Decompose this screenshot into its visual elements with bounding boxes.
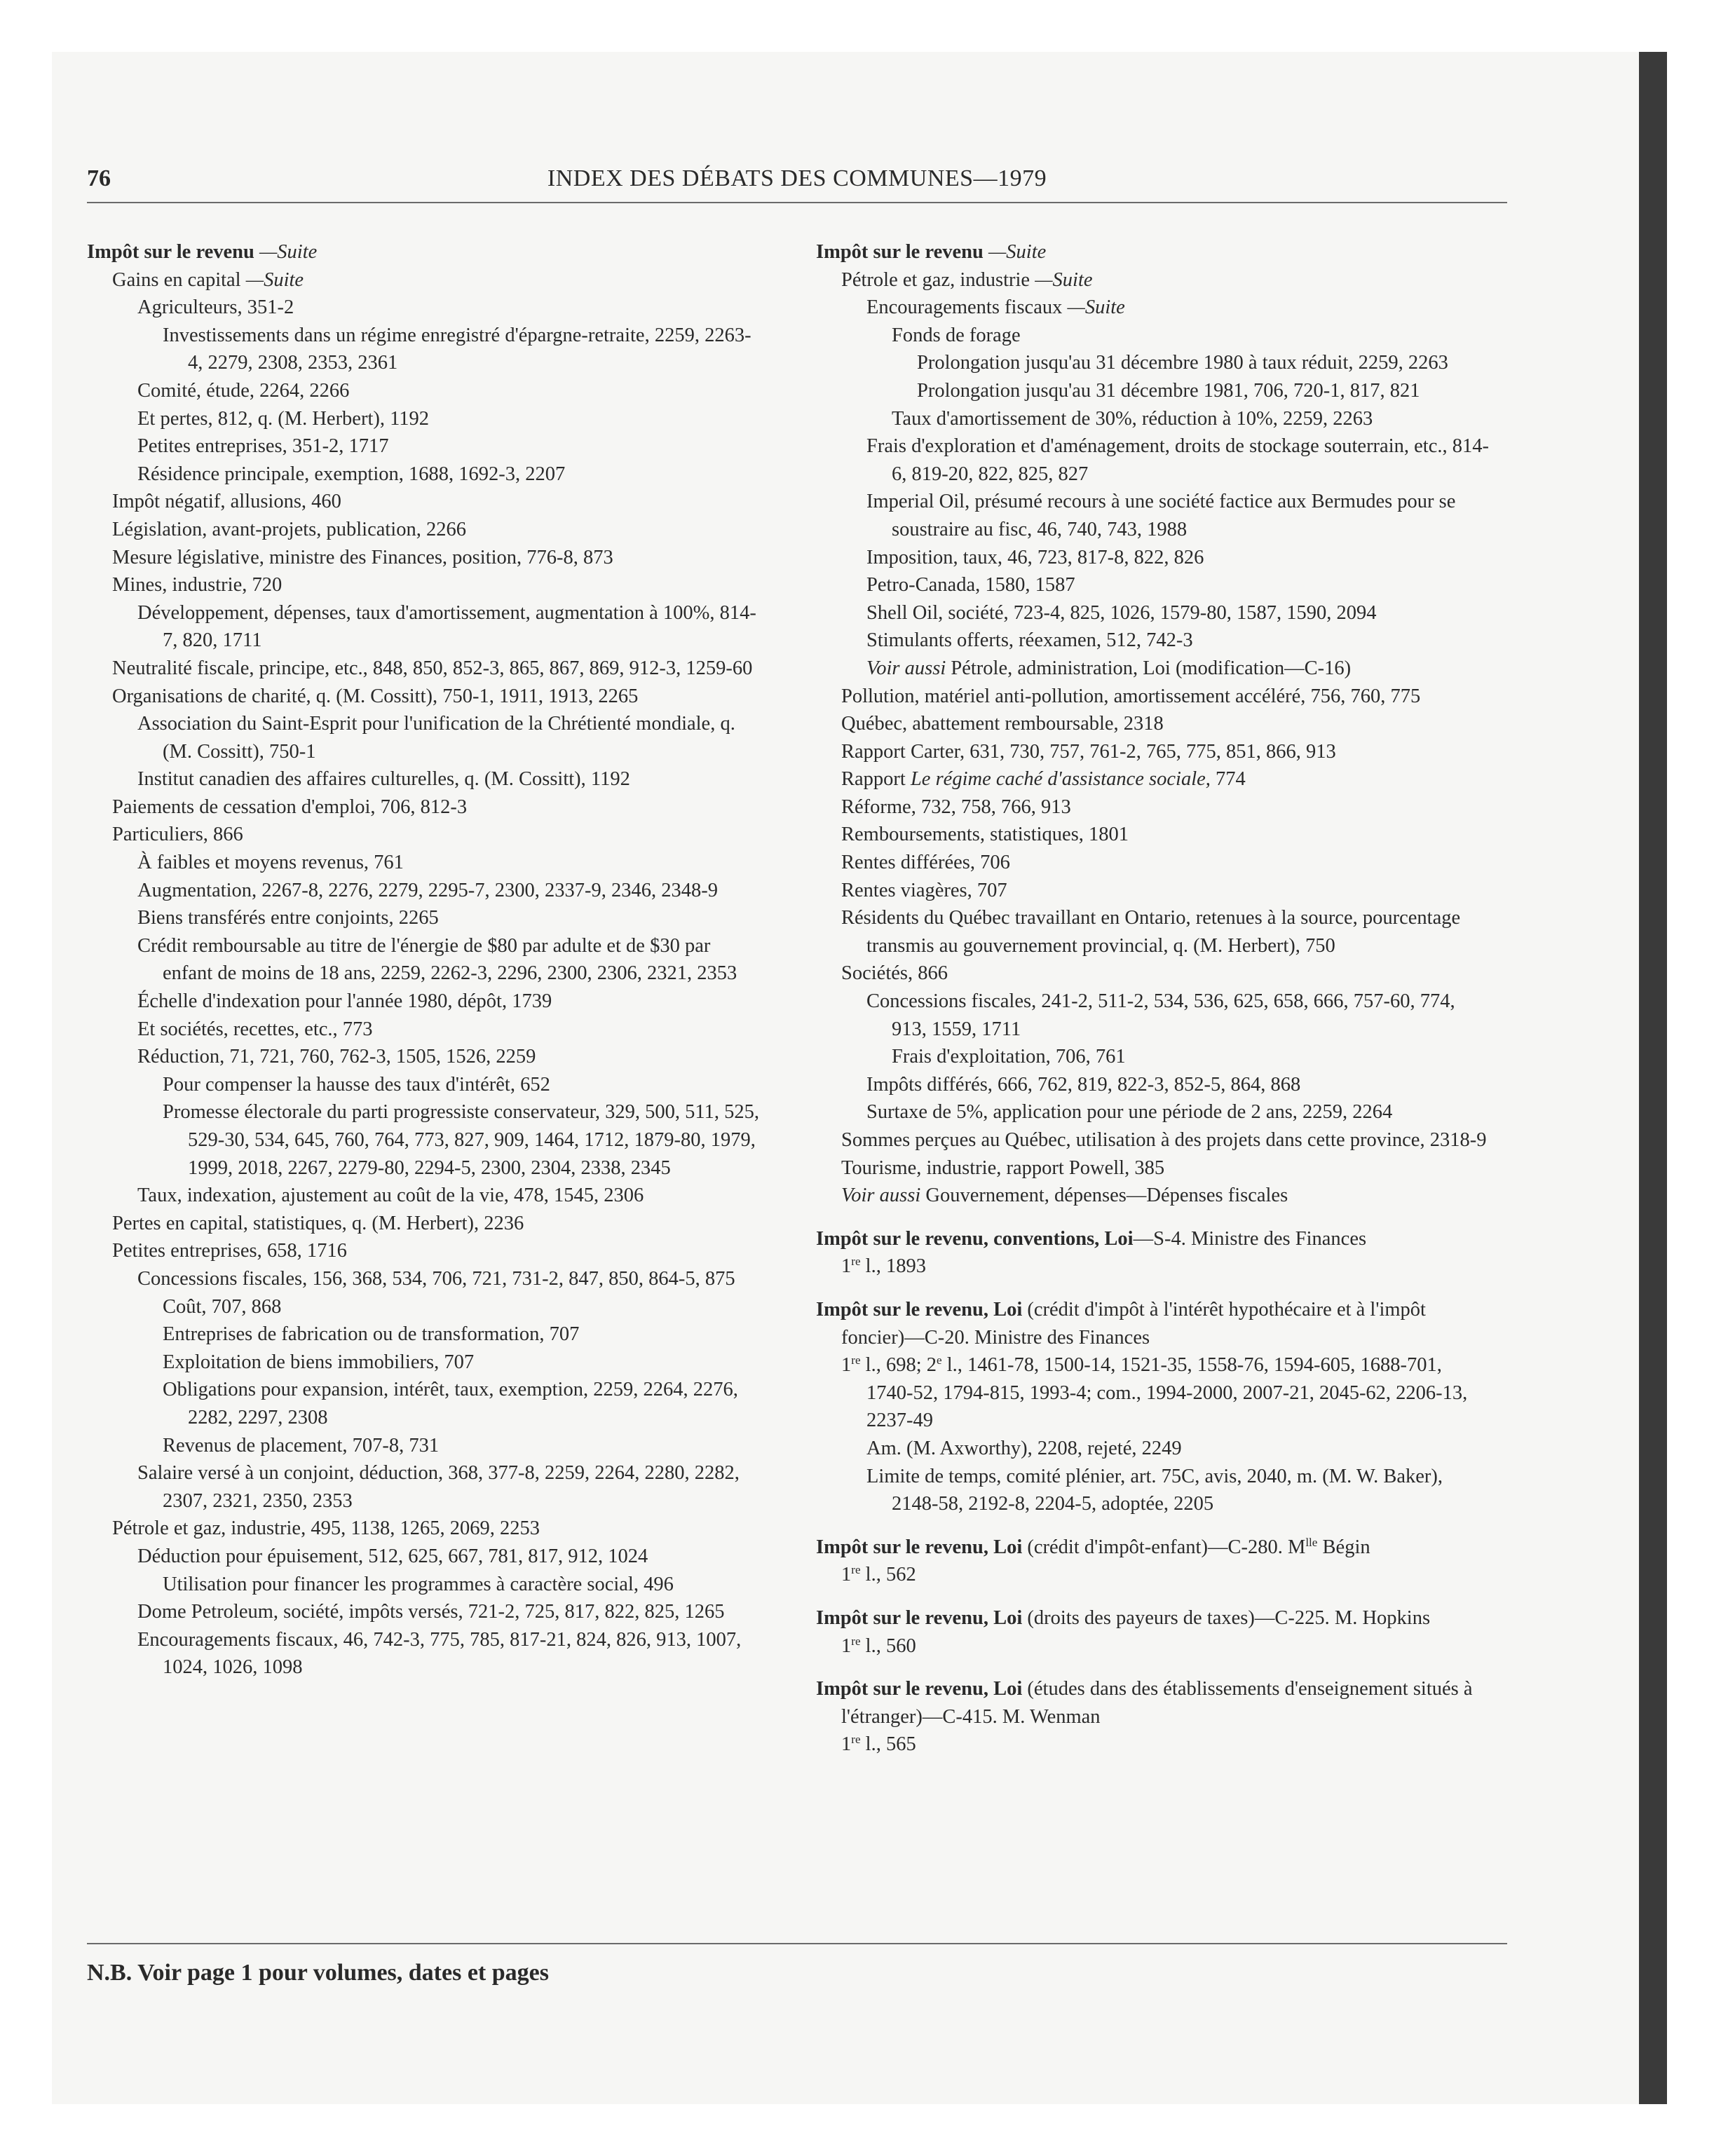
index-entry: Rentes viagères, 707 (841, 879, 1007, 901)
index-entry: Petro-Canada, 1580, 1587 (866, 574, 1075, 596)
index-entry: Limite de temps, comité plénier, art. 75C, avis, 2040, m. (M. W. Baker), 2148-58, 2192-8, 2204-5, adoptée, 2205 (866, 1465, 1443, 1515)
index-heading: Impôt sur le revenu, Loi (crédit d'impôt-enfant)—C-280. $M^{lle}$ Bégin (816, 1535, 1370, 1558)
index-entry: Investissements dans un régime enregistré d'épargne-retraite, 2259, 2263-4, 2279, 2308, 2353, 2361 (163, 324, 751, 374)
running-head (87, 165, 1507, 200)
index-entry: Augmentation, 2267-8, 2276, 2279, 2295-7, 2300, 2337-9, 2346, 2348-9 (137, 879, 719, 901)
index-entry: 1re l., 698; 2e l., 1461-78, 1500-14, 1521-35, 1558-76, 1594-605, 1688-701, 1740-52, 1794-815, 1993-4; com., 1994-2000, 2007-21, 2045-62, 2206-13, 2237-49 (841, 1353, 1468, 1432)
index-entry: Concessions fiscales, 156, 368, 534, 706, 721, 731-2, 847, 850, 864-5, 875 (137, 1267, 735, 1290)
index-entry: Encouragements fiscaux, 46, 742-3, 775, 785, 817-21, 824, 826, 913, 1007, 1024, 1026, 1098 (137, 1628, 742, 1679)
index-entry: Impôt sur le revenu —Suite (816, 241, 1047, 263)
index-entry: Pour compenser la hausse des taux d'intérêt, 652 (163, 1073, 550, 1096)
index-entry: Institut canadien des affaires culturelles, q. (M. Cossitt), 1192 (137, 768, 630, 791)
page-title: INDEX DES DÉBATS DES COMMUNES—1979 (547, 165, 1047, 191)
index-entry: Promesse électorale du parti progressiste conservateur, 329, 500, 511, 525, 529-30, 534, 645, 760, 764, 773, 827, 909, 1464, 1712, 1879-80, 1979, 1999, 2018, 2267, 2279-80, 2294-5, 2300, 2304, 2338, 2345 (163, 1101, 759, 1179)
index-entry: Utilisation pour financer les programmes à caractère social, 496 (163, 1573, 674, 1595)
index-entry: 1re l., 565 (841, 1733, 916, 1756)
header-rule (87, 202, 1507, 203)
index-entry: Pétrole et gaz, industrie, 495, 1138, 1265, 2069, 2253 (112, 1517, 540, 1540)
index-entry: Particuliers, 866 (112, 824, 243, 846)
index-entry: Am. (M. Axworthy), 2208, rejeté, 2249 (866, 1437, 1182, 1459)
index-entry: Taux, indexation, ajustement au coût de la vie, 478, 1545, 2306 (137, 1185, 644, 1207)
index-entry: Neutralité fiscale, principe, etc., 848, 850, 852-3, 865, 867, 869, 912-3, 1259-60 (112, 657, 753, 679)
index-entry: Exploitation de biens immobiliers, 707 (163, 1351, 475, 1373)
index-entry: Voir aussi Gouvernement, dépenses—Dépenses fiscales (841, 1185, 1288, 1207)
index-entry: Législation, avant-projets, publication, 2266 (112, 518, 466, 540)
index-entry: Prolongation jusqu'au 31 décembre 1981, 706, 720-1, 817, 821 (917, 379, 1420, 402)
index-entry: Résidents du Québec travaillant en Ontario, retenues à la source, pourcentage transmis au gouvernement provincial, q. (M. Herbert), 750 (841, 907, 1461, 957)
index-entry: Sommes perçues au Québec, utilisation à des projets dans cette province, 2318-9 (841, 1129, 1487, 1151)
index-entry: Revenus de placement, 707-8, 731 (163, 1434, 440, 1456)
index-entry: Organisations de charité, q. (M. Cossitt), 750-1, 1911, 1913, 2265 (112, 685, 639, 707)
index-heading: Impôt sur le revenu, Loi (études dans des établissements d'enseignement situés à l'étranger)—C-415. M. Wenman (816, 1678, 1473, 1728)
index-entry: Et sociétés, recettes, etc., 773 (137, 1018, 373, 1040)
index-entry: Prolongation jusqu'au 31 décembre 1980 à taux réduit, 2259, 2263 (917, 352, 1448, 374)
index-entry: Pertes en capital, statistiques, q. (M. Herbert), 2236 (112, 1212, 524, 1234)
index-entry: Coût, 707, 868 (163, 1295, 282, 1318)
index-entry: Imperial Oil, présumé recours à une société factice aux Bermudes pour se soustraire au fisc, 46, 740, 743, 1988 (866, 491, 1456, 540)
index-entry: Dome Petroleum, société, impôts versés, 721-2, 725, 817, 822, 825, 1265 (137, 1601, 725, 1623)
index-entry: Encouragements fiscaux —Suite (866, 296, 1125, 319)
index-entry: Mines, industrie, 720 (112, 574, 283, 596)
index-entry: 1re l., 560 (841, 1634, 916, 1657)
index-entry: Surtaxe de 5%, application pour une période de 2 ans, 2259, 2264 (866, 1101, 1393, 1124)
index-entry: Échelle d'indexation pour l'année 1980, dépôt, 1739 (137, 990, 552, 1013)
index-entry: Impôts différés, 666, 762, 819, 822-3, 852-5, 864, 868 (866, 1073, 1301, 1096)
index-entry: Association du Saint-Esprit pour l'unification de la Chrétienté mondiale, q. (M. Cossitt), 750-1 (137, 713, 735, 763)
page-number: 76 (87, 165, 111, 191)
index-entry: Développement, dépenses, taux d'amortissement, augmentation à 100%, 814-7, 820, 1711 (137, 601, 756, 652)
index-entry: Salaire versé à un conjoint, déduction, 368, 377-8, 2259, 2264, 2280, 2282, 2307, 2321, 2350, 2353 (137, 1462, 740, 1512)
index-entry: Pollution, matériel anti-pollution, amortissement accéléré, 756, 760, 775 (841, 685, 1421, 707)
footer-rule (87, 1943, 1507, 1944)
index-entry: Et pertes, 812, q. (M. Herbert), 1192 (137, 407, 430, 430)
index-entry: Crédit remboursable au titre de l'énergie de $80 par adulte et de $30 par enfant de moins de 18 ans, 2259, 2262-3, 2296, 2300, 2306, 2321, 2353 (137, 934, 737, 985)
index-entry: Impôt négatif, allusions, 460 (112, 491, 341, 513)
index-entry: Concessions fiscales, 241-2, 511-2, 534, 536, 625, 658, 666, 757-60, 774, 913, 1559, 1711 (866, 990, 1455, 1040)
left-column (87, 238, 760, 1681)
index-heading: Impôt sur le revenu, conventions, Loi—S-4. Ministre des Finances (816, 1227, 1367, 1250)
index-entry: Sociétés, 866 (841, 962, 948, 985)
index-entry: Rapport Carter, 631, 730, 757, 761-2, 765, 775, 851, 866, 913 (841, 740, 1336, 763)
scan-edge-shadow (1639, 52, 1667, 2104)
index-entry: Impôt sur le revenu —Suite (87, 241, 318, 263)
index-heading: Impôt sur le revenu, Loi (droits des payeurs de taxes)—C-225. M. Hopkins (816, 1606, 1431, 1629)
index-entry: Pétrole et gaz, industrie —Suite (841, 268, 1093, 291)
index-entry: Tourisme, industrie, rapport Powell, 385 (841, 1157, 1165, 1179)
index-entry: Gains en capital —Suite (112, 268, 304, 291)
index-entry: 1re l., 1893 (841, 1255, 926, 1278)
index-entry: À faibles et moyens revenus, 761 (137, 852, 404, 874)
index-entry: Petites entreprises, 658, 1716 (112, 1240, 347, 1262)
index-entry: Entreprises de fabrication ou de transformation, 707 (163, 1323, 580, 1346)
index-entry: Remboursements, statistiques, 1801 (841, 824, 1129, 846)
index-entry: Déduction pour épuisement, 512, 625, 667, 781, 817, 912, 1024 (137, 1545, 648, 1567)
index-entry: Stimulants offerts, réexamen, 512, 742-3 (866, 629, 1193, 652)
index-entry: Mesure législative, ministre des Finances, position, 776-8, 873 (112, 546, 613, 568)
index-entry: Résidence principale, exemption, 1688, 1692-3, 2207 (137, 463, 566, 485)
index-entry: Frais d'exploitation, 706, 761 (892, 1046, 1126, 1068)
index-entry: Réduction, 71, 721, 760, 762-3, 1505, 1526, 2259 (137, 1046, 536, 1068)
index-entry: Fonds de forage (892, 324, 1021, 346)
index-entry: Petites entreprises, 351-2, 1717 (137, 435, 389, 458)
index-entry: Biens transférés entre conjoints, 2265 (137, 907, 439, 929)
index-entry: Taux d'amortissement de 30%, réduction à 10%, 2259, 2263 (892, 407, 1373, 430)
right-column (816, 238, 1489, 1759)
index-entry: Voir aussi Pétrole, administration, Loi (modification—C-16) (866, 657, 1352, 679)
index-entry: Frais d'exploration et d'aménagement, droits de stockage souterrain, etc., 814-6, 819-20, 822, 825, 827 (866, 435, 1489, 485)
index-entry: Rentes différées, 706 (841, 852, 1010, 874)
footer-note: N.B. Voir page 1 pour volumes, dates et pages (87, 1960, 549, 1986)
index-entry: Imposition, taux, 46, 723, 817-8, 822, 826 (866, 546, 1204, 568)
index-entry: Réforme, 732, 758, 766, 913 (841, 796, 1071, 818)
index-entry: 1re l., 562 (841, 1563, 916, 1586)
index-heading: Impôt sur le revenu, Loi (crédit d'impôt à l'intérêt hypothécaire et à l'impôt foncier)—C-20. Ministre des Finances (816, 1298, 1426, 1349)
index-entry: Comité, étude, 2264, 2266 (137, 379, 350, 402)
index-entry: Agriculteurs, 351-2 (137, 296, 294, 319)
index-entry: Rapport Le régime caché d'assistance sociale, 774 (841, 768, 1246, 791)
index-entry: Québec, abattement remboursable, 2318 (841, 713, 1164, 735)
index-entry: Shell Oil, société, 723-4, 825, 1026, 1579-80, 1587, 1590, 2094 (866, 601, 1377, 624)
index-entry: Paiements de cessation d'emploi, 706, 812-3 (112, 796, 468, 818)
index-entry: Obligations pour expansion, intérêt, taux, exemption, 2259, 2264, 2276, 2282, 2297, 2308 (163, 1379, 738, 1428)
